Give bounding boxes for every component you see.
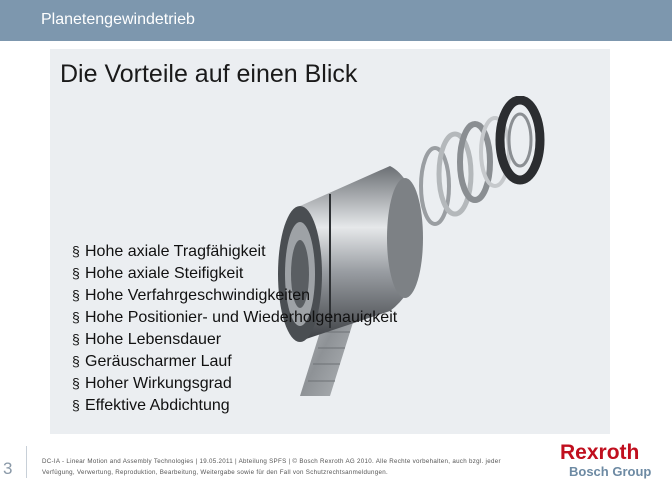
header-bar	[0, 0, 672, 41]
bullet-text: Hohe Positionier- und Wiederholgenauigkeit	[85, 309, 398, 326]
bullet-mark: §	[72, 353, 80, 369]
bullet-mark: §	[72, 309, 80, 325]
bullet-text: Hohe axiale Steifigkeit	[85, 265, 244, 282]
list-item	[72, 350, 397, 372]
slide-heading: Die Vorteile auf einen Blick	[60, 60, 358, 88]
bullet-mark: §	[72, 243, 80, 259]
bullet-mark: §	[72, 265, 80, 281]
footer-copyright	[42, 456, 522, 478]
list-item	[72, 262, 397, 284]
rexroth-logo	[560, 442, 660, 480]
bullet-text: Geräuscharmer Lauf	[85, 353, 232, 370]
bullet-text: Hohe axiale Tragfähigkeit	[85, 243, 266, 260]
advantages-list	[72, 240, 397, 416]
list-item	[72, 372, 397, 394]
bullet-text: Effektive Abdichtung	[85, 397, 230, 414]
bullet-mark: §	[72, 287, 80, 303]
list-item	[72, 306, 397, 328]
logo-group: Bosch Group	[569, 464, 652, 479]
logo-brand: Rexroth	[560, 441, 640, 464]
footer-divider	[26, 446, 27, 478]
bullet-text: Hoher Wirkungsgrad	[85, 375, 232, 392]
list-item	[72, 284, 397, 306]
footer-line-2: Verfügung, Verwertung, Reproduktion, Bearbeitung, Weitergabe sowie für den Fall von Schutzrechtsanmeldungen.	[42, 469, 388, 476]
bullet-mark: §	[72, 375, 80, 391]
presentation-title: Planetengewindetrieb	[41, 11, 195, 28]
list-item	[72, 240, 397, 262]
bullet-mark: §	[72, 331, 80, 347]
bullet-text: Hohe Lebensdauer	[85, 331, 222, 348]
list-item	[72, 328, 397, 350]
list-item	[72, 394, 397, 416]
footer-line-1: DC-IA - Linear Motion and Assembly Technologies | 19.05.2011 | Abteilung SPFS | © Bosch Rexroth AG 2010. Alle Rechte vorbehalten, auch bzgl. jeder	[42, 458, 501, 465]
bullet-text: Hohe Verfahrgeschwindigkeiten	[85, 287, 311, 304]
page-number: 3	[3, 459, 13, 478]
bullet-mark: §	[72, 397, 80, 413]
bearing-rings	[421, 100, 540, 224]
